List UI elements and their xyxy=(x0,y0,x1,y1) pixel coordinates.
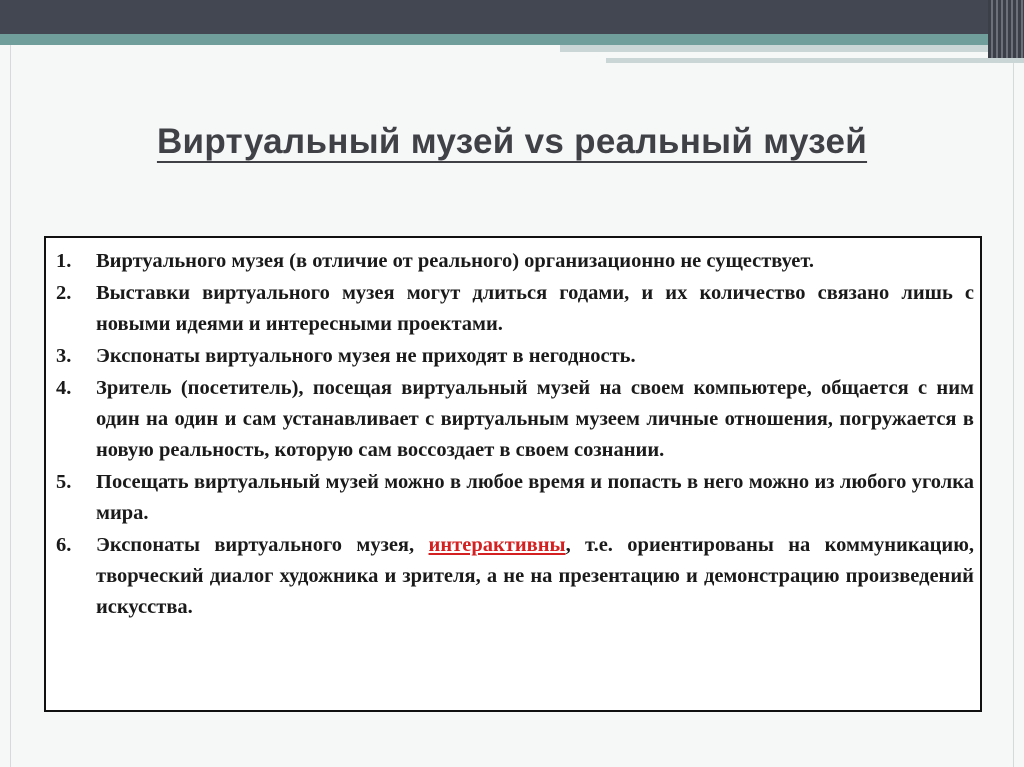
list-item-number: 5. xyxy=(56,471,72,493)
header-teal-bar xyxy=(0,34,1024,45)
list-item xyxy=(56,373,974,466)
slide-title: Виртуальный музей vs реальный музей xyxy=(156,122,868,161)
list-item xyxy=(56,278,974,340)
list-item-text: Экспонаты виртуального музея не приходят в негодность. xyxy=(96,345,636,367)
header-accent-bar-thin xyxy=(606,58,1024,63)
list-item-text xyxy=(96,530,974,623)
list-item-number: 4. xyxy=(56,377,72,399)
comparison-list xyxy=(56,246,974,624)
list-item-number: 1. xyxy=(56,250,72,272)
highlight-link[interactable]: интерактивны xyxy=(428,534,566,556)
list-item xyxy=(56,467,974,529)
header-accent-bar xyxy=(560,45,1024,52)
header-stripes xyxy=(988,0,1024,58)
content-box xyxy=(44,236,982,712)
list-item-text: Выставки виртуального музея могут длиться годами, и их количество связано лишь с новыми идеями и интересными проектами. xyxy=(96,282,974,335)
list-item xyxy=(56,246,974,277)
list-item-number: 6. xyxy=(56,534,72,556)
list-item-number: 2. xyxy=(56,282,72,304)
list-item-text-before: Экспонаты виртуального музея, xyxy=(96,534,429,556)
list-item-text: Зритель (посетитель), посещая виртуальный музей на своем компьютере, общается с ним один на один и сам устанавливает с виртуальным музеем личные отношения, погружается в новую реальность, которую сам воссоздает в своем сознании. xyxy=(96,377,974,461)
list-item-text: Виртуального музея (в отличие от реального) организационно не существует. xyxy=(96,250,815,272)
list-item-text-after: , т.е. ориентированы на коммуникацию, творческий диалог художника и зрителя, а не на презентацию и демонстрацию произведений искусства. xyxy=(96,534,974,618)
list-item-text: Посещать виртуальный музей можно в любое время и попасть в него можно из любого уголка мира. xyxy=(96,471,974,524)
header-dark-bar xyxy=(0,0,1024,34)
list-item xyxy=(56,341,974,372)
list-item xyxy=(56,530,974,623)
list-item-number: 3. xyxy=(56,345,72,367)
